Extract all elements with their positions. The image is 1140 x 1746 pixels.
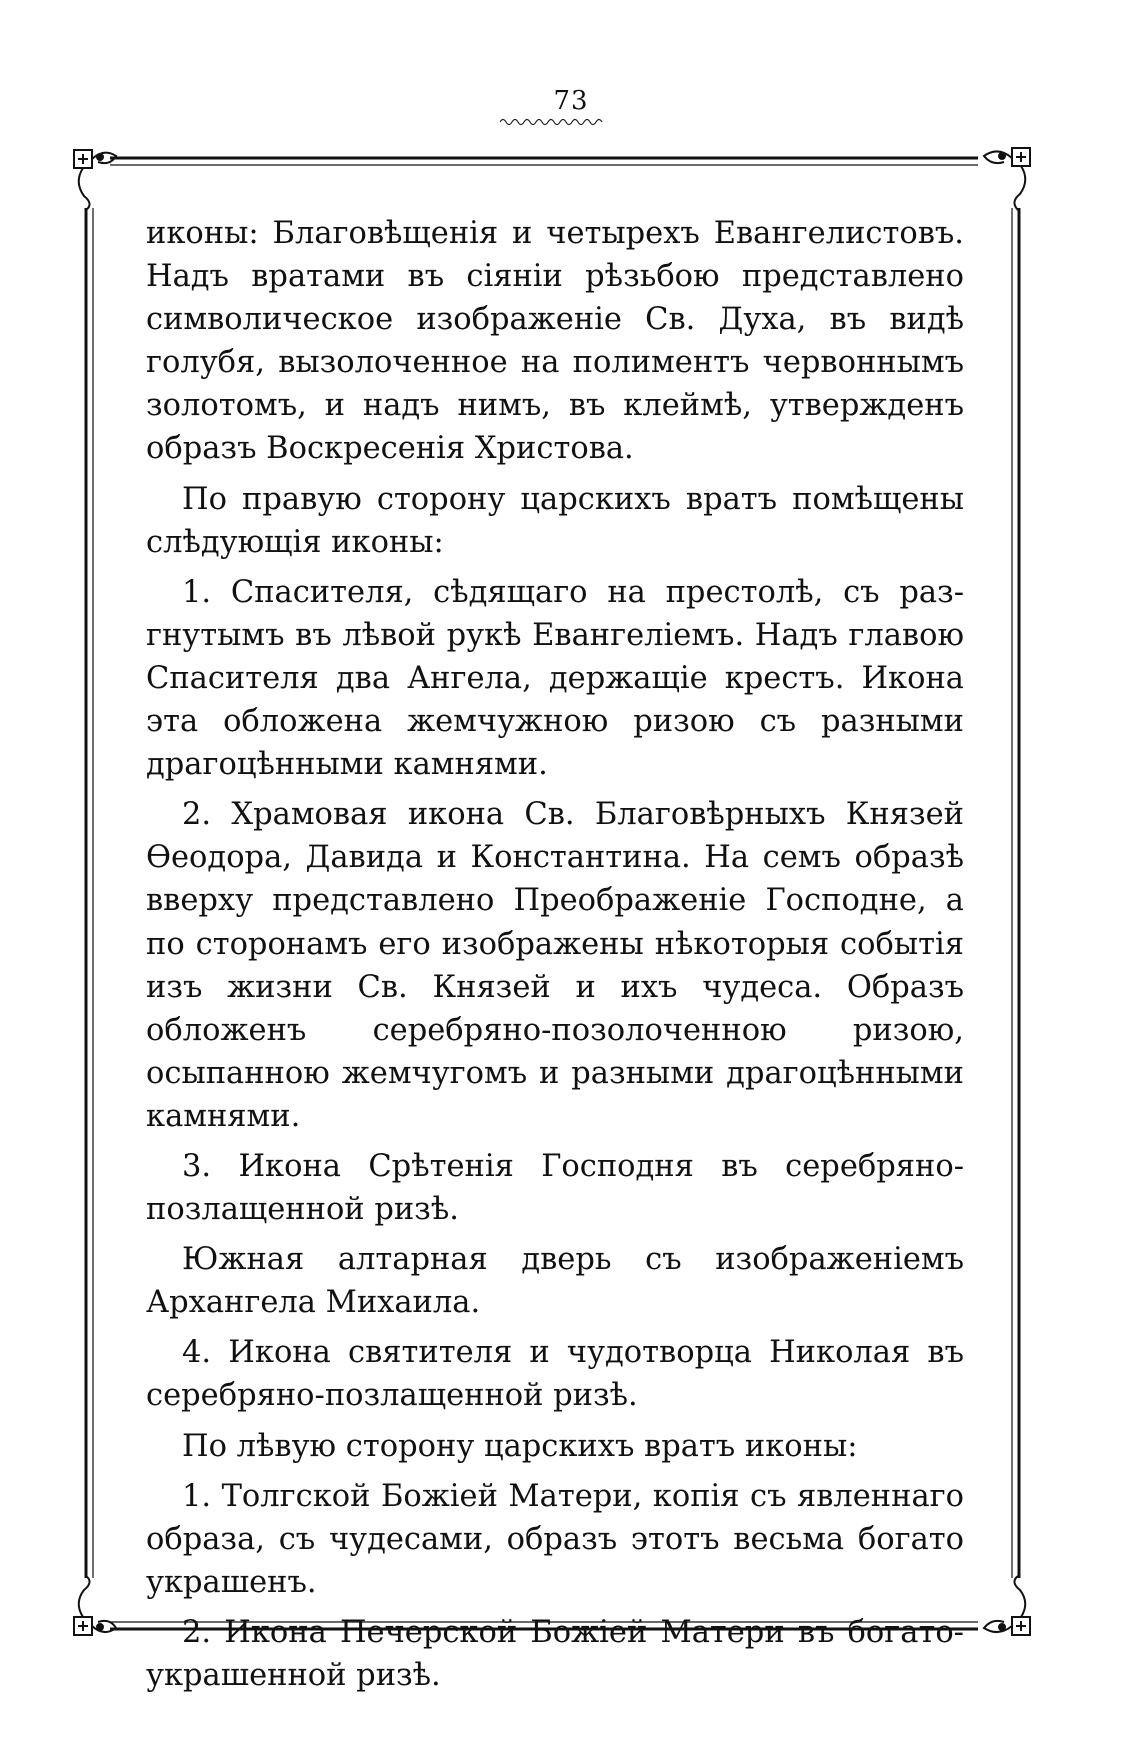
page-number: 73	[553, 86, 589, 116]
frame-right-rule	[1012, 208, 1019, 1578]
frame-top-rule	[110, 158, 978, 165]
corner-ornament-top-right	[984, 148, 1030, 210]
paragraph: 1. Спасителя, сѣдящаго на престолѣ, съ разгнутымъ въ лѣвой рукѣ Евангеліемъ. Надъ главою Спасителя два Ангела, держащіе крестъ. Икона эта обложена жемчужною ризою съ разными драгоцѣнными камнями.	[146, 574, 964, 783]
corner-ornament-bottom-right	[984, 1576, 1030, 1635]
paragraph: 2. Икона Печерской Божіей Матери въ богато-украшенной ризѣ.	[146, 1614, 964, 1693]
corner-ornament-top-left	[74, 150, 116, 210]
paragraph: По лѣвую сторону царскихъ вратъ иконы:	[182, 1428, 858, 1464]
paragraph: иконы: Благовѣщенія и четырехъ Евангелистовъ. Надъ вратами въ сіяніи рѣзьбою представлено символическое изображеніе Св. Духа, въ видѣ голубя, вызолоченное на полиментъ червоннымъ золотомъ, и надъ нимъ, въ клеймѣ, утвержденъ образъ Воскресенія Христова.	[146, 216, 964, 467]
paragraph: 4. Икона святителя и чудотворца Николая въ серебряно-позлащенной ризѣ.	[146, 1335, 964, 1414]
paragraph: Южная алтарная дверь съ изображеніемъ Архангела Михаила.	[146, 1242, 964, 1321]
corner-ornament-bottom-left	[74, 1576, 116, 1635]
paragraph: 2. Храмовая икона Св. Благовѣрныхъ Князей Ѳеодора, Давида и Константина. На семъ образѣ вверху представлено Преображеніе Господне, а по сторонамъ его изображены нѣкоторыя событія изъ жизни Св. Князей и ихъ чудеса. Образъ обложенъ серебряно-позолоченною ризою, осыпанною жемчугомъ и разными драгоцѣнными камнями.	[146, 797, 964, 1134]
paragraph: 3. Икона Срѣтенія Господня въ серебряно-позлащенной ризѣ.	[146, 1148, 964, 1228]
frame-left-rule	[86, 208, 93, 1578]
paragraph: 1. Толгской Божіей Матери, копія съ явленнаго образа, съ чудесами, образъ этотъ весьма богато украшенъ.	[146, 1478, 964, 1600]
paragraph: По правую сторону царскихъ вратъ помѣщены слѣдующія иконы:	[146, 481, 964, 560]
body-text	[146, 212, 964, 1697]
